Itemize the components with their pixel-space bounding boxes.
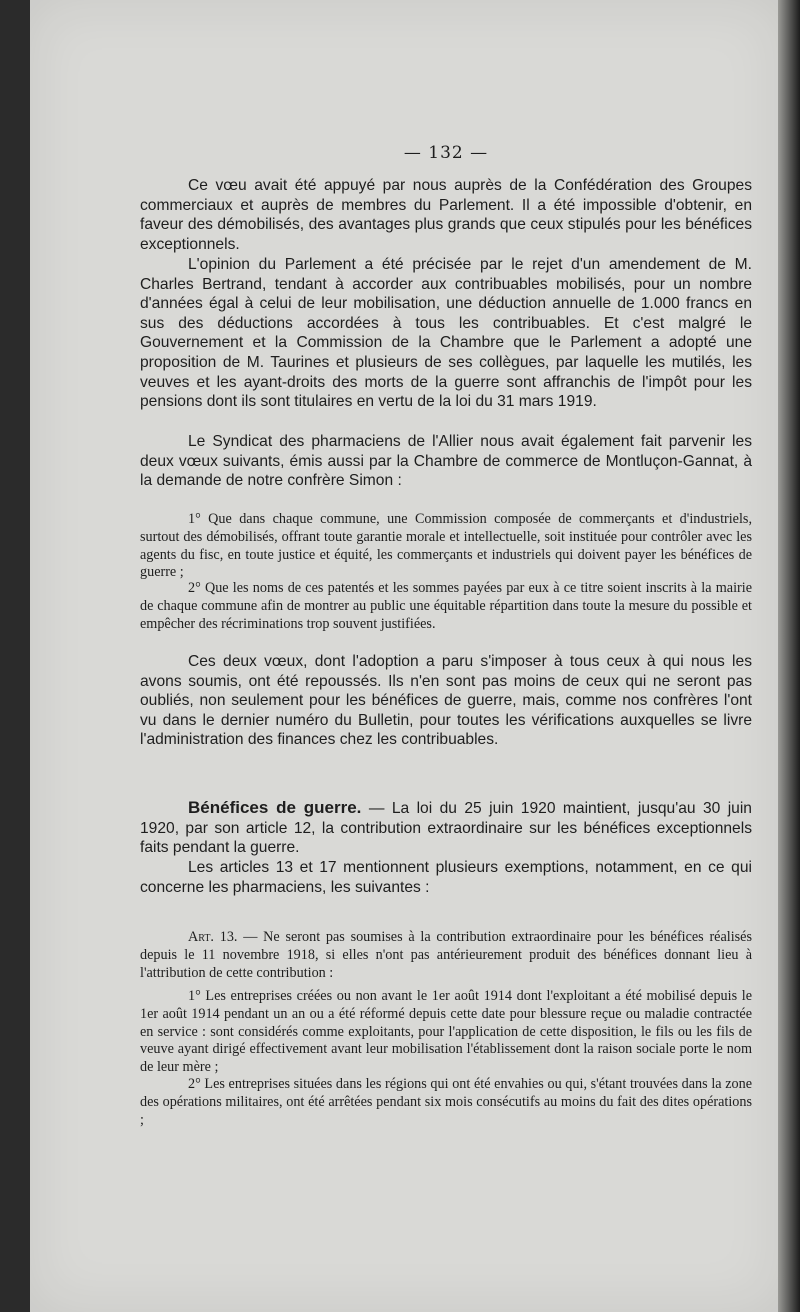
paragraph-voeux-repousses: Ces deux vœux, dont l'adoption a paru s'imposer à tous ceux à qui nous les avons soumis, ont été repoussés. Ils n'en sont pas moins de ceux qui ne seront pas oubliés, non seulement pour les bénéfices de guerre, mais, comme nos confrères l'ont vu dans le dernier numéro du Bulletin, pour toutes les vérifications auxquelles se livre l'administration des finances chez les contribuables. <box>140 653 752 749</box>
paragraph-syndicat-allier: Le Syndicat des pharmaciens de l'Allier nous avait également fait parvenir les deux vœux suivants, émis aussi par la Chambre de commerce de Montluçon-Gannat, à la demande de notre confrère Simon : <box>140 433 752 490</box>
paragraph-benefices-guerre <box>140 798 752 858</box>
article-label: Art. 13. <box>188 929 238 945</box>
paragraph-opinion-parlement: L'opinion du Parlement a été précisée par le rejet d'un amendement de M. Charles Bertrand, tendant à accorder aux contribuables mobilisés, pour un nombre d'années égal à celui de leur mobilisation, une déduction annuelle de 1.000 francs en sus des déductions accordées à tous les contribuables. Et c'est malgré le Gouvernement et la Commission de la Chambre que le Parlement a adopté une proposition de M. Taurines et plusieurs de ses collègues, par laquelle les mutilés, les veuves et les ayant-droits des morts de la guerre sont affranchis de l'impôt pour les pensions dont ils sont titulaires en vertu de la loi du 31 mars 1919. <box>140 256 752 411</box>
paragraph-articles-exemptions: Les articles 13 et 17 mentionnent plusieurs exemptions, notamment, en ce qui concerne les pharmaciens, les suivantes : <box>140 859 752 896</box>
article-13-intro-text: — Ne seront pas soumises à la contribution extraordinaire pour les bénéfices réalisés depuis le 11 novembre 1918, si elles n'ont pas antérieurement produit des bénéfices donnant lieu à l'attribution de cette contribution : <box>140 929 752 981</box>
article-13-item-2: 2° Les entreprises situées dans les régions qui ont été envahies ou qui, s'étant trouvées dans la zone des opérations militaires, ont été arrêtées pendant six mois consécutifs au moins du fait des dites opérations ; <box>140 1076 752 1128</box>
voeu-item-1: 1° Que dans chaque commune, une Commission composée de commerçants et d'industriels, surtout des démobilisés, offrant toute garantie morale et intellectuelle, soit instituée pour contrôler avec les agents du fisc, en toute justice et équité, les commerçants et industriels qui doivent payer les bénéfices de guerre ; <box>140 511 752 581</box>
page-number: — 132 — <box>403 143 489 163</box>
voeu-item-2: 2° Que les noms de ces patentés et les sommes payées par eux à ce titre soient inscrits à la mairie de chaque commune afin de montrer au public une équitable répartition dans toute la mesure du possible et empêcher des récriminations trop souvent justifiées. <box>140 580 752 632</box>
article-13-intro <box>140 929 752 982</box>
article-13-item-1: 1° Les entreprises créées ou non avant le 1er août 1914 dont l'exploitant a été mobilisé depuis le 1er août 1914 pendant un an ou a été réformé depuis cette date pour blessure reçue ou maladie contractée en service : sont considérés comme exploitants, pour l'application de cette disposition, le fils ou les fils de veuve ayant dirigé effectivement avant leur mobilisation l'établissement dont la raison sociale porte le nom de leur mère ; <box>140 988 752 1076</box>
paragraph-benefices-guerre-text: — La loi du 25 juin 1920 maintient, jusqu'au 30 juin 1920, par son article 12, la contribution extraordinaire sur les bénéfices exceptionnels faits pendant la guerre. <box>140 800 752 857</box>
page-binding-edge <box>778 0 800 1312</box>
paragraph-voeu-appuye: Ce vœu avait été appuyé par nous auprès de la Confédération des Groupes commerciaux et auprès de membres du Parlement. Il a été impossible d'obtenir, en faveur des démobilisés, des avantages plus grands que ceux stipulés pour les bénéfices exceptionnels. <box>140 177 752 253</box>
section-heading: Bénéfices de guerre. <box>188 798 362 817</box>
